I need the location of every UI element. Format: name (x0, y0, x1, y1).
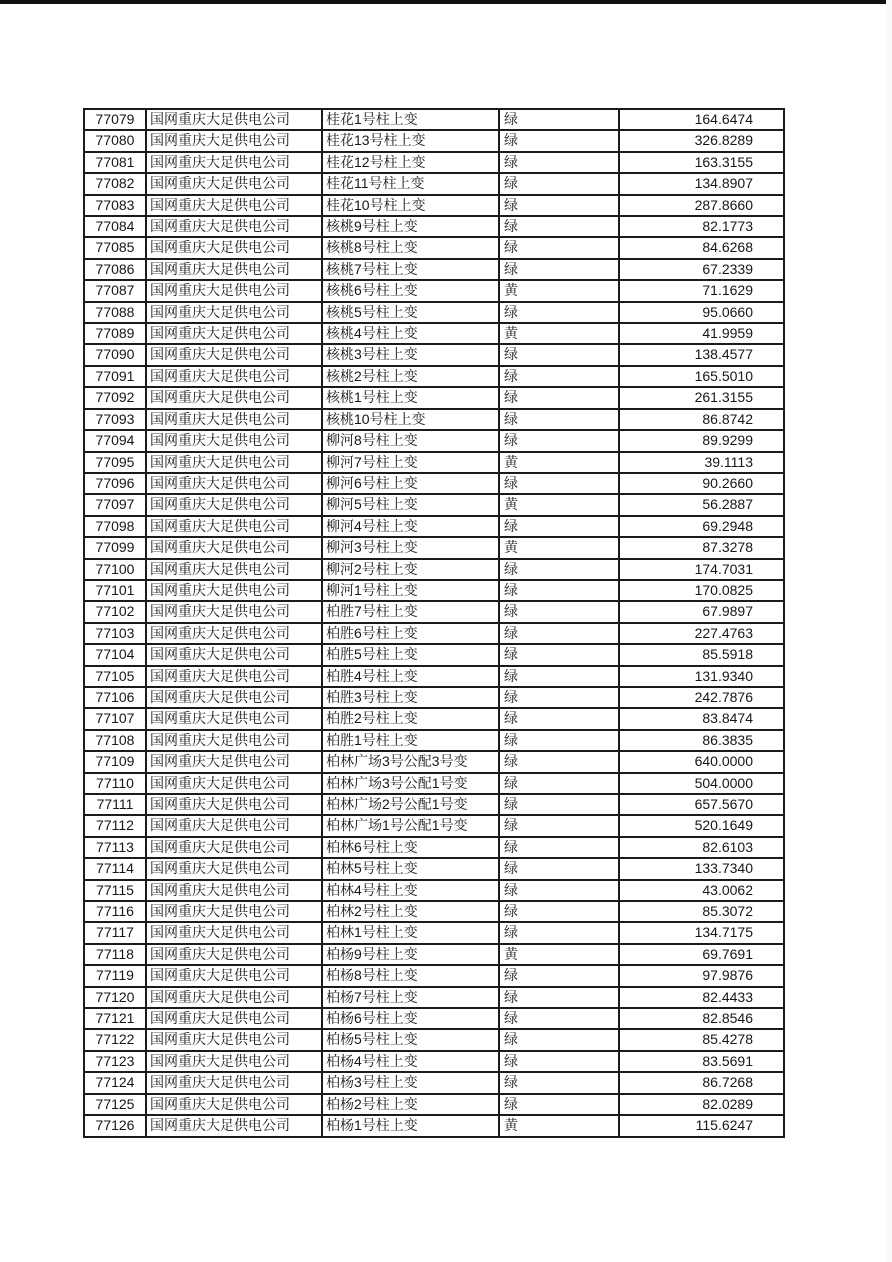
company-cell: 国网重庆大足供电公司 (146, 130, 322, 151)
status-cell: 绿 (499, 708, 619, 729)
table-row (84, 901, 784, 922)
row-id-cell: 77100 (84, 559, 146, 580)
table-row (84, 344, 784, 365)
status-cell: 绿 (499, 516, 619, 537)
value-cell: 640.0000 (619, 751, 784, 772)
value-cell: 69.2948 (619, 516, 784, 537)
table-row (84, 794, 784, 815)
row-id-cell: 77079 (84, 109, 146, 130)
status-cell: 黄 (499, 494, 619, 515)
status-cell: 绿 (499, 387, 619, 408)
row-id-cell: 77106 (84, 687, 146, 708)
company-cell: 国网重庆大足供电公司 (146, 580, 322, 601)
company-cell: 国网重庆大足供电公司 (146, 494, 322, 515)
transformer-name-cell: 核桃9号柱上变 (322, 216, 499, 237)
company-cell: 国网重庆大足供电公司 (146, 965, 322, 986)
table-row (84, 280, 784, 301)
table-row (84, 259, 784, 280)
transformer-name-cell: 核桃4号柱上变 (322, 323, 499, 344)
row-id-cell: 77097 (84, 494, 146, 515)
value-cell: 115.6247 (619, 1115, 784, 1136)
status-cell: 绿 (499, 302, 619, 323)
status-cell: 绿 (499, 987, 619, 1008)
table-row (84, 537, 784, 558)
status-cell: 绿 (499, 1072, 619, 1093)
company-cell: 国网重庆大足供电公司 (146, 559, 322, 580)
row-id-cell: 77098 (84, 516, 146, 537)
status-cell: 绿 (499, 109, 619, 130)
status-cell: 绿 (499, 216, 619, 237)
transformer-name-cell: 柏杨6号柱上变 (322, 1008, 499, 1029)
transformer-name-cell: 柏杨2号柱上变 (322, 1094, 499, 1115)
row-id-cell: 77084 (84, 216, 146, 237)
status-cell: 绿 (499, 858, 619, 879)
table-row (84, 237, 784, 258)
row-id-cell: 77082 (84, 173, 146, 194)
status-cell: 绿 (499, 130, 619, 151)
status-cell: 绿 (499, 1094, 619, 1115)
transformer-name-cell: 核桃1号柱上变 (322, 387, 499, 408)
table-row (84, 880, 784, 901)
transformer-name-cell: 柏林5号柱上变 (322, 858, 499, 879)
company-cell: 国网重庆大足供电公司 (146, 452, 322, 473)
company-cell: 国网重庆大足供电公司 (146, 1051, 322, 1072)
row-id-cell: 77085 (84, 237, 146, 258)
value-cell: 657.5670 (619, 794, 784, 815)
value-cell: 67.2339 (619, 259, 784, 280)
status-cell: 绿 (499, 773, 619, 794)
table-row (84, 751, 784, 772)
value-cell: 287.8660 (619, 195, 784, 216)
transformer-name-cell: 柳河3号柱上变 (322, 537, 499, 558)
value-cell: 133.7340 (619, 858, 784, 879)
transformer-name-cell: 柳河4号柱上变 (322, 516, 499, 537)
value-cell: 86.3835 (619, 730, 784, 751)
row-id-cell: 77113 (84, 837, 146, 858)
transformer-name-cell: 柏胜2号柱上变 (322, 708, 499, 729)
row-id-cell: 77123 (84, 1051, 146, 1072)
value-cell: 520.1649 (619, 815, 784, 836)
company-cell: 国网重庆大足供电公司 (146, 922, 322, 943)
company-cell: 国网重庆大足供电公司 (146, 623, 322, 644)
transformer-name-cell: 桂花10号柱上变 (322, 195, 499, 216)
table-row (84, 815, 784, 836)
value-cell: 71.1629 (619, 280, 784, 301)
table-row (84, 516, 784, 537)
value-cell: 56.2887 (619, 494, 784, 515)
row-id-cell: 77096 (84, 473, 146, 494)
status-cell: 绿 (499, 901, 619, 922)
transformer-name-cell: 核桃7号柱上变 (322, 259, 499, 280)
transformer-name-cell: 柏林1号柱上变 (322, 922, 499, 943)
row-id-cell: 77120 (84, 987, 146, 1008)
row-id-cell: 77091 (84, 366, 146, 387)
value-cell: 43.0062 (619, 880, 784, 901)
transformer-name-cell: 柳河5号柱上变 (322, 494, 499, 515)
status-cell: 绿 (499, 173, 619, 194)
transformer-name-cell: 柳河7号柱上变 (322, 452, 499, 473)
transformer-name-cell: 柏林广场1号公配1号变 (322, 815, 499, 836)
transformer-name-cell: 柏胜4号柱上变 (322, 666, 499, 687)
transformer-name-cell: 柳河1号柱上变 (322, 580, 499, 601)
status-cell: 黄 (499, 1115, 619, 1136)
value-cell: 86.8742 (619, 409, 784, 430)
company-cell: 国网重庆大足供电公司 (146, 815, 322, 836)
status-cell: 绿 (499, 473, 619, 494)
status-cell: 绿 (499, 687, 619, 708)
transformer-name-cell: 柳河8号柱上变 (322, 430, 499, 451)
row-id-cell: 77099 (84, 537, 146, 558)
company-cell: 国网重庆大足供电公司 (146, 302, 322, 323)
status-cell: 绿 (499, 751, 619, 772)
page-right-edge-shade (886, 0, 892, 1262)
company-cell: 国网重庆大足供电公司 (146, 430, 322, 451)
status-cell: 绿 (499, 601, 619, 622)
table-row (84, 173, 784, 194)
value-cell: 326.8289 (619, 130, 784, 151)
row-id-cell: 77087 (84, 280, 146, 301)
transformer-name-cell: 柏杨3号柱上变 (322, 1072, 499, 1093)
row-id-cell: 77111 (84, 794, 146, 815)
transformer-name-cell: 核桃8号柱上变 (322, 237, 499, 258)
table-row (84, 323, 784, 344)
row-id-cell: 77108 (84, 730, 146, 751)
company-cell: 国网重庆大足供电公司 (146, 344, 322, 365)
status-cell: 黄 (499, 537, 619, 558)
status-cell: 绿 (499, 152, 619, 173)
transformer-name-cell: 柳河2号柱上变 (322, 559, 499, 580)
status-cell: 黄 (499, 323, 619, 344)
transformer-name-cell: 桂花12号柱上变 (322, 152, 499, 173)
table-row (84, 366, 784, 387)
value-cell: 163.3155 (619, 152, 784, 173)
transformer-name-cell: 柏杨5号柱上变 (322, 1029, 499, 1050)
transformer-name-cell: 桂花13号柱上变 (322, 130, 499, 151)
row-id-cell: 77092 (84, 387, 146, 408)
value-cell: 82.4433 (619, 987, 784, 1008)
company-cell: 国网重庆大足供电公司 (146, 387, 322, 408)
status-cell: 绿 (499, 922, 619, 943)
row-id-cell: 77083 (84, 195, 146, 216)
table-row (84, 152, 784, 173)
status-cell: 绿 (499, 837, 619, 858)
table-row (84, 580, 784, 601)
company-cell: 国网重庆大足供电公司 (146, 473, 322, 494)
row-id-cell: 77107 (84, 708, 146, 729)
table-row (84, 687, 784, 708)
company-cell: 国网重庆大足供电公司 (146, 901, 322, 922)
company-cell: 国网重庆大足供电公司 (146, 601, 322, 622)
value-cell: 504.0000 (619, 773, 784, 794)
status-cell: 绿 (499, 965, 619, 986)
status-cell: 绿 (499, 195, 619, 216)
value-cell: 90.2660 (619, 473, 784, 494)
row-id-cell: 77117 (84, 922, 146, 943)
table-row (84, 430, 784, 451)
row-id-cell: 77122 (84, 1029, 146, 1050)
row-id-cell: 77101 (84, 580, 146, 601)
company-cell: 国网重庆大足供电公司 (146, 237, 322, 258)
company-cell: 国网重庆大足供电公司 (146, 537, 322, 558)
value-cell: 41.9959 (619, 323, 784, 344)
table-row (84, 1094, 784, 1115)
status-cell: 绿 (499, 623, 619, 644)
value-cell: 97.9876 (619, 965, 784, 986)
table-row (84, 944, 784, 965)
transformer-name-cell: 柏杨7号柱上变 (322, 987, 499, 1008)
table-row (84, 130, 784, 151)
company-cell: 国网重庆大足供电公司 (146, 837, 322, 858)
value-cell: 39.1113 (619, 452, 784, 473)
status-cell: 黄 (499, 452, 619, 473)
row-id-cell: 77103 (84, 623, 146, 644)
table-row (84, 559, 784, 580)
status-cell: 黄 (499, 944, 619, 965)
table-row (84, 387, 784, 408)
table-row (84, 1008, 784, 1029)
company-cell: 国网重庆大足供电公司 (146, 173, 322, 194)
company-cell: 国网重庆大足供电公司 (146, 195, 322, 216)
value-cell: 67.9897 (619, 601, 784, 622)
value-cell: 84.6268 (619, 237, 784, 258)
transformer-name-cell: 核桃5号柱上变 (322, 302, 499, 323)
status-cell: 黄 (499, 280, 619, 301)
table-row (84, 987, 784, 1008)
table-row (84, 216, 784, 237)
row-id-cell: 77118 (84, 944, 146, 965)
company-cell: 国网重庆大足供电公司 (146, 987, 322, 1008)
table-row (84, 666, 784, 687)
company-cell: 国网重庆大足供电公司 (146, 751, 322, 772)
status-cell: 绿 (499, 580, 619, 601)
company-cell: 国网重庆大足供电公司 (146, 1072, 322, 1093)
table-row (84, 644, 784, 665)
table-row (84, 922, 784, 943)
value-cell: 82.8546 (619, 1008, 784, 1029)
value-cell: 170.0825 (619, 580, 784, 601)
company-cell: 国网重庆大足供电公司 (146, 880, 322, 901)
value-cell: 82.1773 (619, 216, 784, 237)
company-cell: 国网重庆大足供电公司 (146, 858, 322, 879)
table-row (84, 708, 784, 729)
row-id-cell: 77086 (84, 259, 146, 280)
row-id-cell: 77104 (84, 644, 146, 665)
row-id-cell: 77124 (84, 1072, 146, 1093)
transformer-name-cell: 核桃10号柱上变 (322, 409, 499, 430)
row-id-cell: 77089 (84, 323, 146, 344)
row-id-cell: 77090 (84, 344, 146, 365)
company-cell: 国网重庆大足供电公司 (146, 366, 322, 387)
company-cell: 国网重庆大足供电公司 (146, 666, 322, 687)
row-id-cell: 77102 (84, 601, 146, 622)
company-cell: 国网重庆大足供电公司 (146, 708, 322, 729)
transformer-name-cell: 柏林广场2号公配1号变 (322, 794, 499, 815)
status-cell: 绿 (499, 794, 619, 815)
transformer-name-cell: 柏胜7号柱上变 (322, 601, 499, 622)
company-cell: 国网重庆大足供电公司 (146, 773, 322, 794)
value-cell: 227.4763 (619, 623, 784, 644)
transformer-name-cell: 柏杨4号柱上变 (322, 1051, 499, 1072)
table-row (84, 195, 784, 216)
value-cell: 83.8474 (619, 708, 784, 729)
table-row (84, 109, 784, 130)
company-cell: 国网重庆大足供电公司 (146, 730, 322, 751)
table-row (84, 858, 784, 879)
status-cell: 绿 (499, 815, 619, 836)
transformer-name-cell: 核桃2号柱上变 (322, 366, 499, 387)
transformer-name-cell: 柏林2号柱上变 (322, 901, 499, 922)
table-row (84, 452, 784, 473)
row-id-cell: 77121 (84, 1008, 146, 1029)
transformer-name-cell: 柏林广场3号公配1号变 (322, 773, 499, 794)
status-cell: 绿 (499, 237, 619, 258)
row-id-cell: 77080 (84, 130, 146, 151)
value-cell: 165.5010 (619, 366, 784, 387)
table-row (84, 1072, 784, 1093)
table-row (84, 409, 784, 430)
value-cell: 164.6474 (619, 109, 784, 130)
status-cell: 绿 (499, 644, 619, 665)
transformer-name-cell: 柏杨9号柱上变 (322, 944, 499, 965)
table-row (84, 965, 784, 986)
company-cell: 国网重庆大足供电公司 (146, 280, 322, 301)
table-row (84, 302, 784, 323)
transformer-name-cell: 柏胜3号柱上变 (322, 687, 499, 708)
row-id-cell: 77094 (84, 430, 146, 451)
top-edge-bar (0, 0, 886, 4)
company-cell: 国网重庆大足供电公司 (146, 1029, 322, 1050)
value-cell: 86.7268 (619, 1072, 784, 1093)
transformer-name-cell: 柏林4号柱上变 (322, 880, 499, 901)
transformer-name-cell: 柏胜1号柱上变 (322, 730, 499, 751)
row-id-cell: 77125 (84, 1094, 146, 1115)
value-cell: 95.0660 (619, 302, 784, 323)
table-row (84, 623, 784, 644)
status-cell: 绿 (499, 730, 619, 751)
row-id-cell: 77110 (84, 773, 146, 794)
status-cell: 绿 (499, 666, 619, 687)
transformer-name-cell: 桂花11号柱上变 (322, 173, 499, 194)
value-cell: 82.0289 (619, 1094, 784, 1115)
company-cell: 国网重庆大足供电公司 (146, 1115, 322, 1136)
table-body (84, 109, 784, 1137)
value-cell: 85.4278 (619, 1029, 784, 1050)
row-id-cell: 77088 (84, 302, 146, 323)
company-cell: 国网重庆大足供电公司 (146, 516, 322, 537)
value-cell: 82.6103 (619, 837, 784, 858)
row-id-cell: 77095 (84, 452, 146, 473)
transformer-name-cell: 核桃6号柱上变 (322, 280, 499, 301)
company-cell: 国网重庆大足供电公司 (146, 323, 322, 344)
table-row (84, 1029, 784, 1050)
company-cell: 国网重庆大足供电公司 (146, 216, 322, 237)
value-cell: 242.7876 (619, 687, 784, 708)
table-row (84, 601, 784, 622)
value-cell: 85.5918 (619, 644, 784, 665)
status-cell: 绿 (499, 1051, 619, 1072)
status-cell: 绿 (499, 880, 619, 901)
company-cell: 国网重庆大足供电公司 (146, 259, 322, 280)
status-cell: 绿 (499, 430, 619, 451)
value-cell: 134.8907 (619, 173, 784, 194)
row-id-cell: 77081 (84, 152, 146, 173)
value-cell: 261.3155 (619, 387, 784, 408)
value-cell: 89.9299 (619, 430, 784, 451)
transformer-name-cell: 桂花1号柱上变 (322, 109, 499, 130)
row-id-cell: 77114 (84, 858, 146, 879)
value-cell: 138.4577 (619, 344, 784, 365)
row-id-cell: 77093 (84, 409, 146, 430)
status-cell: 绿 (499, 409, 619, 430)
status-cell: 绿 (499, 366, 619, 387)
value-cell: 83.5691 (619, 1051, 784, 1072)
table-row (84, 494, 784, 515)
company-cell: 国网重庆大足供电公司 (146, 1094, 322, 1115)
table-row (84, 473, 784, 494)
transformer-name-cell: 柳河6号柱上变 (322, 473, 499, 494)
table-row (84, 1051, 784, 1072)
company-cell: 国网重庆大足供电公司 (146, 944, 322, 965)
transformer-name-cell: 柏林6号柱上变 (322, 837, 499, 858)
row-id-cell: 77119 (84, 965, 146, 986)
transformer-name-cell: 柏杨1号柱上变 (322, 1115, 499, 1136)
value-cell: 174.7031 (619, 559, 784, 580)
company-cell: 国网重庆大足供电公司 (146, 644, 322, 665)
value-cell: 131.9340 (619, 666, 784, 687)
row-id-cell: 77115 (84, 880, 146, 901)
transformer-data-table (83, 108, 785, 1138)
table-row (84, 730, 784, 751)
table-row (84, 1115, 784, 1136)
status-cell: 绿 (499, 1029, 619, 1050)
value-cell: 85.3072 (619, 901, 784, 922)
table-row (84, 773, 784, 794)
company-cell: 国网重庆大足供电公司 (146, 109, 322, 130)
row-id-cell: 77109 (84, 751, 146, 772)
transformer-name-cell: 柏杨8号柱上变 (322, 965, 499, 986)
status-cell: 绿 (499, 1008, 619, 1029)
company-cell: 国网重庆大足供电公司 (146, 794, 322, 815)
status-cell: 绿 (499, 559, 619, 580)
transformer-name-cell: 柏林广场3号公配3号变 (322, 751, 499, 772)
transformer-name-cell: 柏胜6号柱上变 (322, 623, 499, 644)
transformer-name-cell: 柏胜5号柱上变 (322, 644, 499, 665)
company-cell: 国网重庆大足供电公司 (146, 152, 322, 173)
value-cell: 69.7691 (619, 944, 784, 965)
status-cell: 绿 (499, 344, 619, 365)
company-cell: 国网重庆大足供电公司 (146, 687, 322, 708)
value-cell: 134.7175 (619, 922, 784, 943)
row-id-cell: 77116 (84, 901, 146, 922)
transformer-name-cell: 核桃3号柱上变 (322, 344, 499, 365)
value-cell: 87.3278 (619, 537, 784, 558)
company-cell: 国网重庆大足供电公司 (146, 409, 322, 430)
status-cell: 绿 (499, 259, 619, 280)
row-id-cell: 77126 (84, 1115, 146, 1136)
table-row (84, 837, 784, 858)
row-id-cell: 77112 (84, 815, 146, 836)
company-cell: 国网重庆大足供电公司 (146, 1008, 322, 1029)
row-id-cell: 77105 (84, 666, 146, 687)
